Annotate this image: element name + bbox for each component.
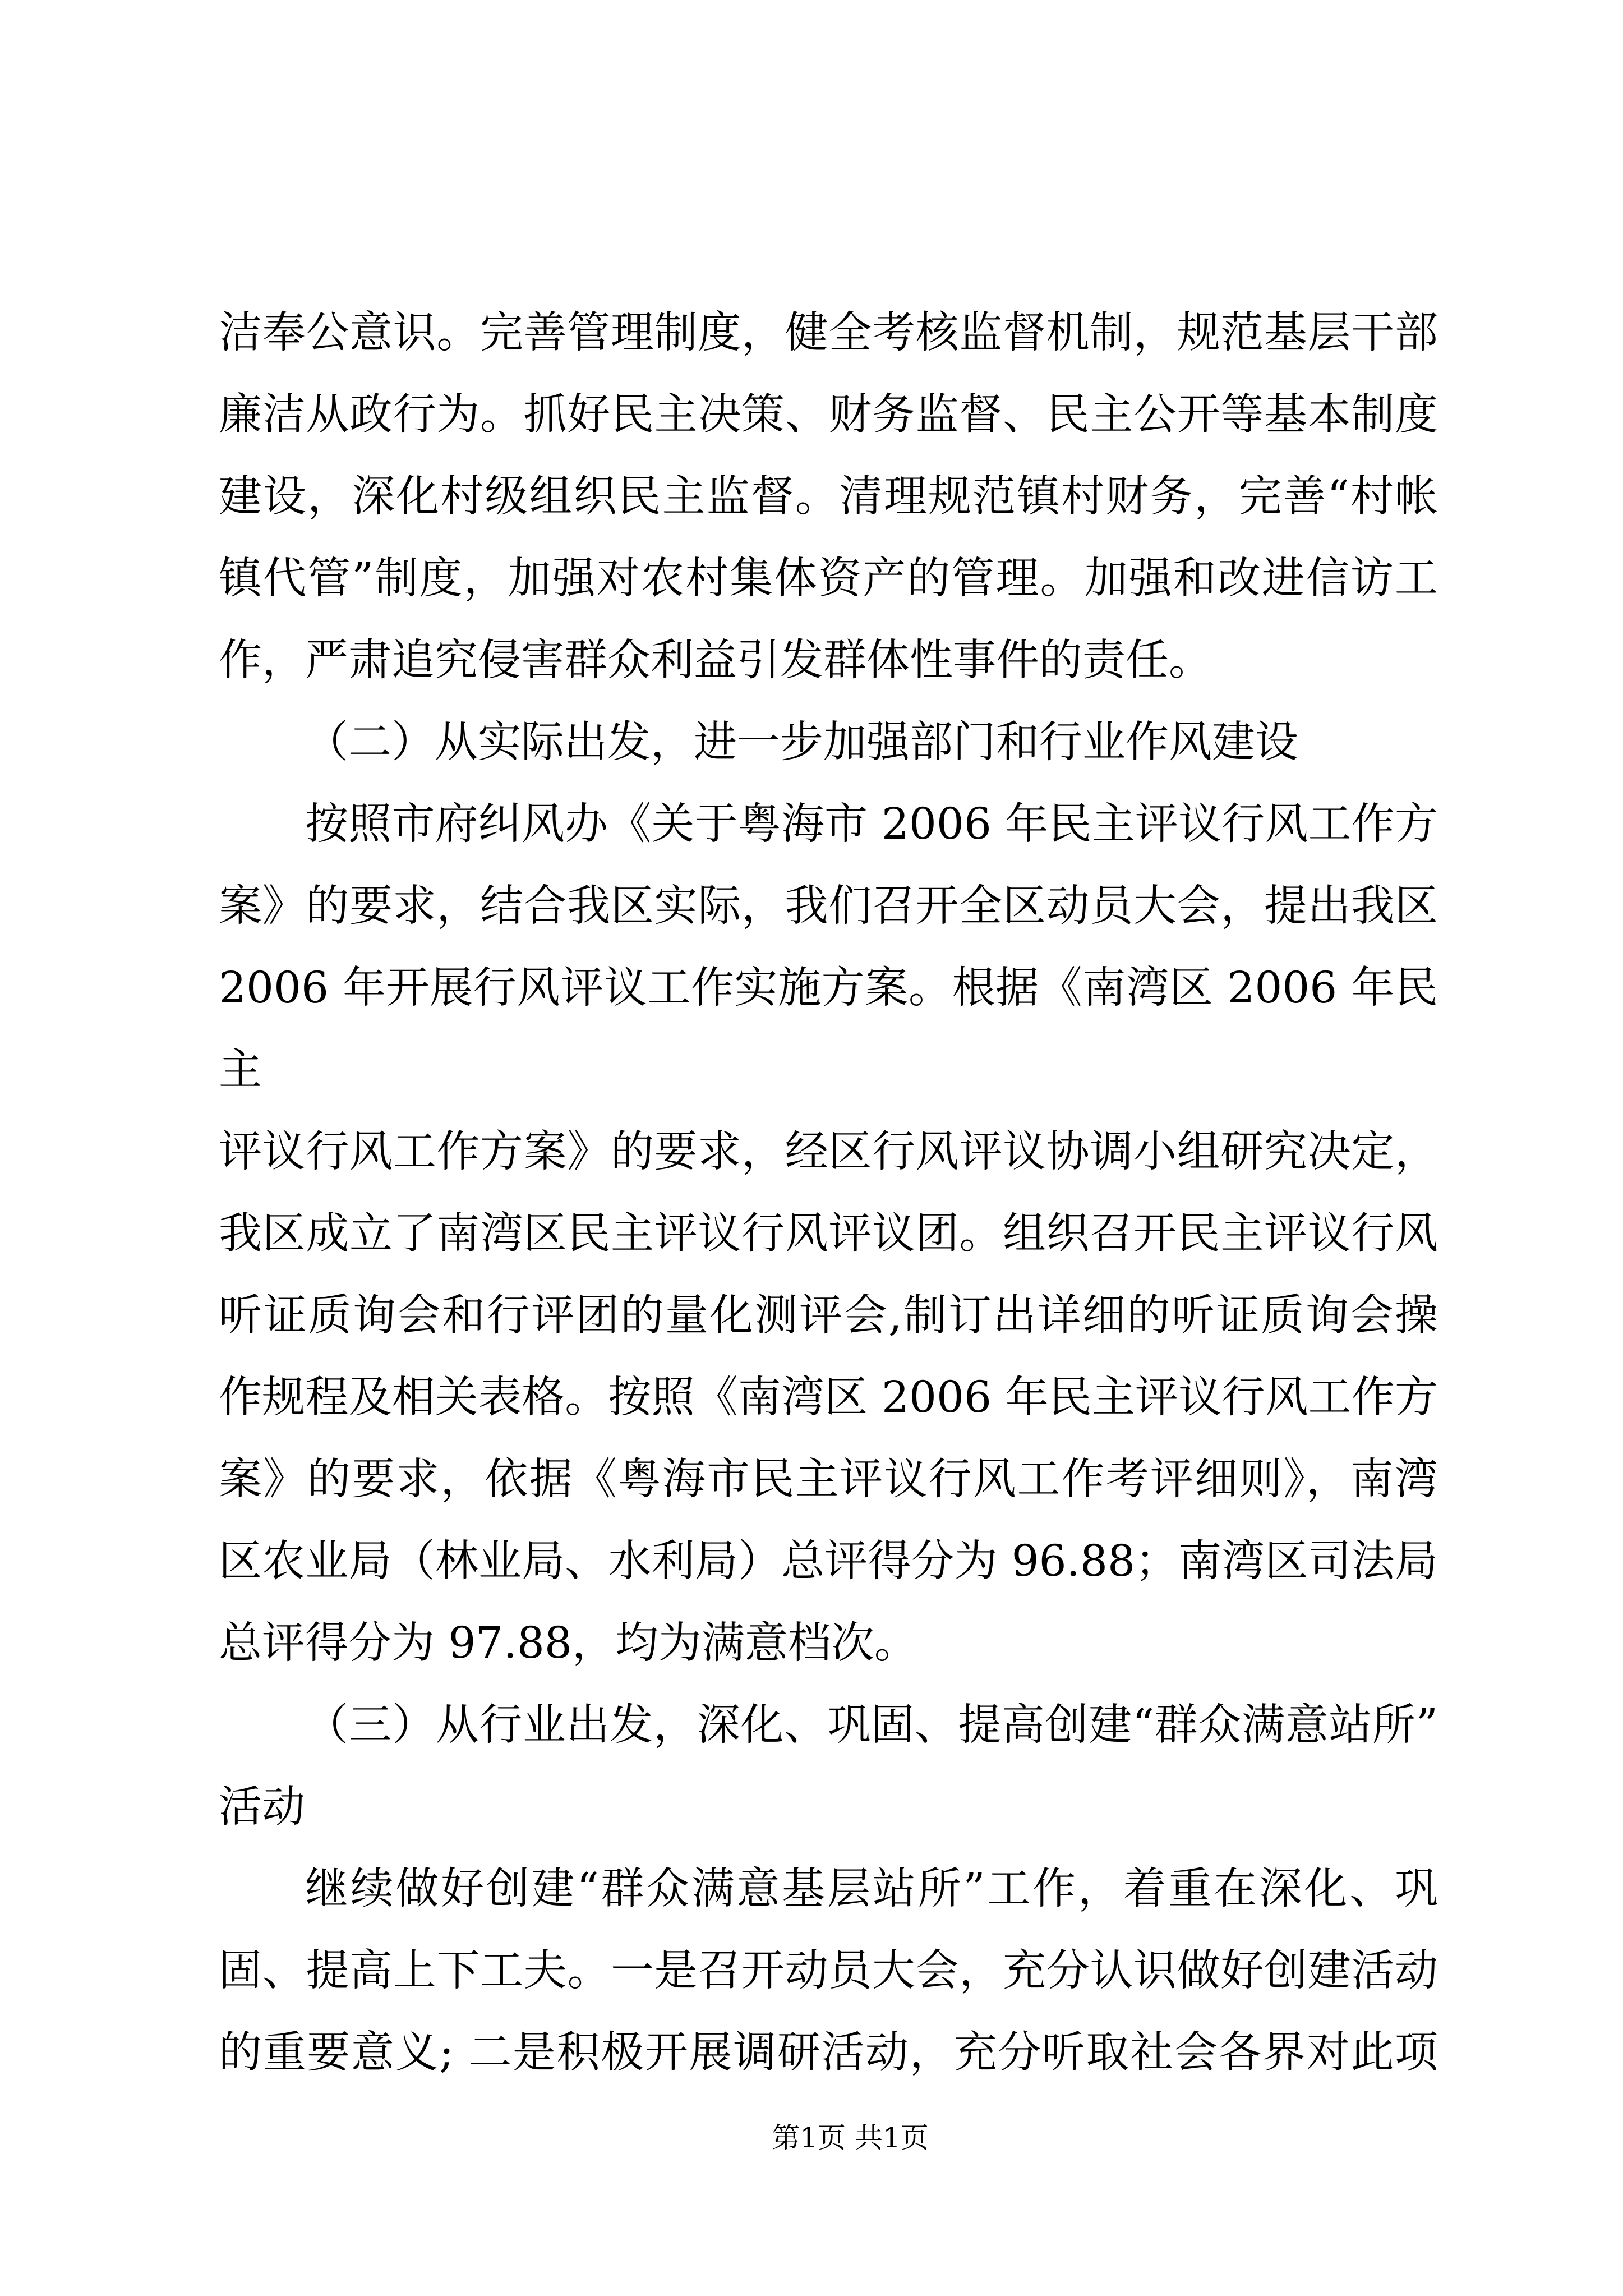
text-line: 继续做好创建“群众满意基层站所”工作，着重在深化、巩 [305,1864,1438,1914]
text-line: 案》的要求，依据《粤海市民主评议行风工作考评细则》，南湾 [219,1455,1438,1504]
text-line: 区农业局（林业局、水利局）总评得分为 96.88；南湾区司法局 [219,1536,1438,1586]
text-line: 我区成立了南湾区民主评议行风评议团。组织召开民主评议行风 [219,1209,1438,1259]
text-line: 总评得分为 97.88，均为满意档次。 [219,1618,917,1668]
page-number-footer: 第1页 共1页 [772,2122,929,2154]
text-line: （二）从实际出发，进一步加强部门和行业作风建设 [305,717,1298,767]
text-line: 洁奉公意识。完善管理制度，健全考核监督机制，规范基层干部 [219,308,1438,358]
text-line: 作，严肃追究侵害群众利益引发群体性事件的责任。 [219,636,1212,685]
text-line: 按照市府纠风办《关于粤海市 2006 年民主评议行风工作方 [305,799,1438,849]
text-line: 镇代管”制度，加强对农村集体资产的管理。加强和改进信访工 [219,554,1438,604]
text-line: 廉洁从政行为。抓好民主决策、财务监督、民主公开等基本制度 [219,390,1438,440]
document-body [219,292,1438,2094]
text-line: 案》的要求，结合我区实际，我们召开全区动员大会，提出我区 [219,881,1438,931]
text-line: 的重要意义; 二是积极开展调研活动，充分听取社会各界对此项 [219,2028,1438,2078]
text-line: 听证质询会和行评团的量化测评会,制订出详细的听证质询会操 [219,1291,1438,1341]
text-line: 作规程及相关表格。按照《南湾区 2006 年民主评议行风工作方 [219,1373,1438,1423]
text-line: 固、提高上下工夫。一是召开动员大会，充分认识做好创建活动 [219,1946,1438,1996]
text-line: 评议行风工作方案》的要求，经区行风评议协调小组研究决定， [219,1127,1438,1177]
text-line: （三）从行业出发，深化、巩固、提高创建“群众满意站所” [305,1700,1438,1750]
text-line: 2006 年开展行风评议工作实施方案。根据《南湾区 2006 年民主 [219,963,1438,1095]
text-line: 活动 [219,1782,305,1832]
text-line: 建设，深化村级组织民主监督。清理规范镇村财务，完善“村帐 [219,472,1438,522]
